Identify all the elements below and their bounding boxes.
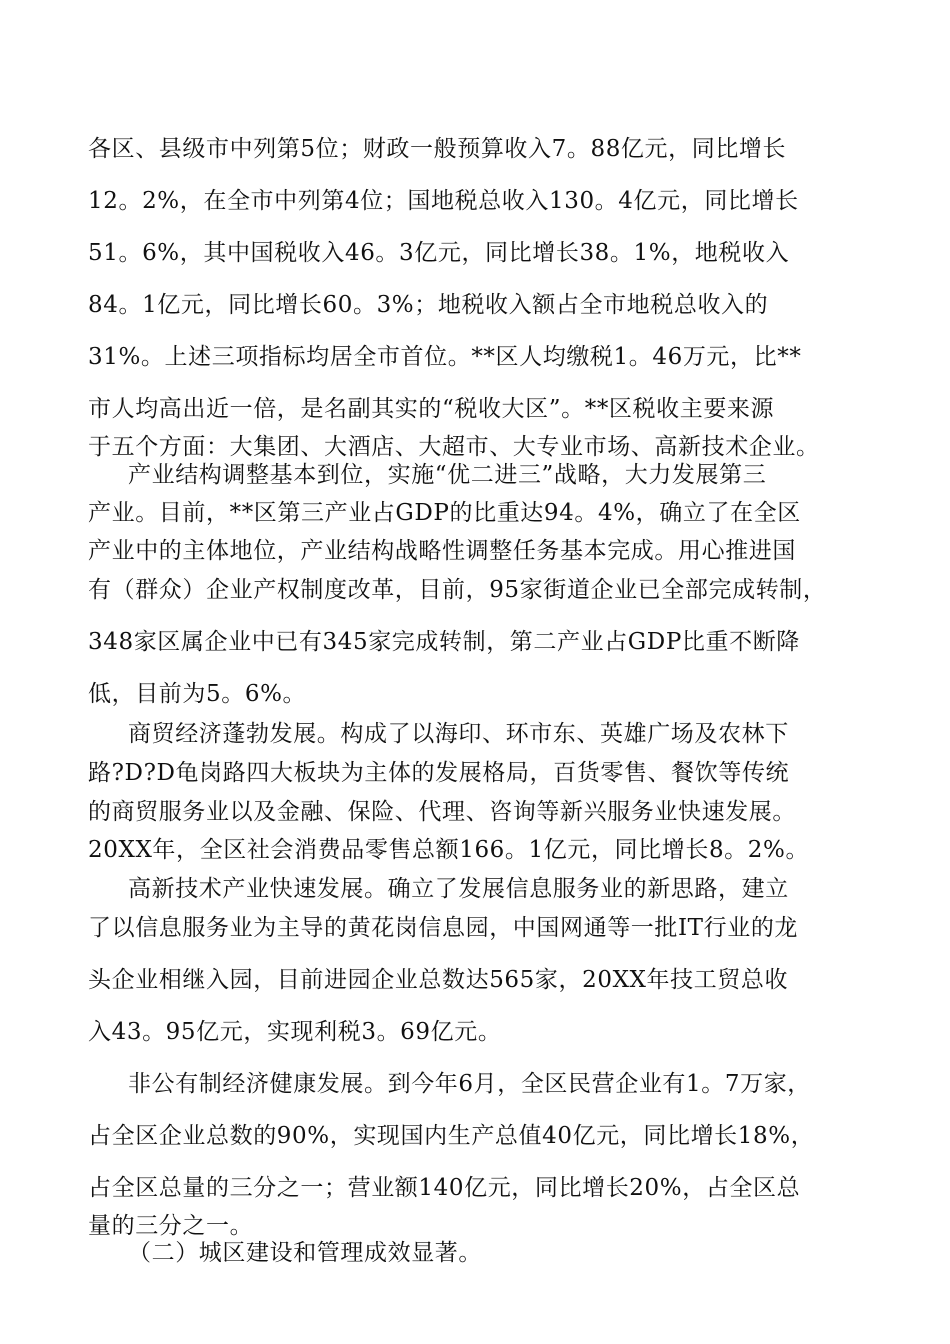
- paragraph-start-line: 高新技术产业快速发展。确立了发展信息服务业的新思路，建立: [128, 876, 789, 902]
- text-line: 低，目前为5。6%。: [88, 681, 307, 707]
- text-line: 51。6%，其中国税收入46。3亿元，同比增长38。1%，地税收入: [88, 240, 790, 266]
- text-line: 各区、县级市中列第5位；财政一般预算收入7。88亿元，同比增长: [88, 136, 787, 162]
- text-line: 20XX年，全区社会消费品零售总额166。1亿元，同比增长8。2%。: [88, 837, 810, 863]
- text-line: 有（群众）企业产权制度改革，目前，95家街道企业已全部完成转制，: [88, 577, 827, 603]
- section-heading: （二）城区建设和管理成效显著。: [128, 1240, 482, 1266]
- text-line: 入43。95亿元，实现利税3。69亿元。: [88, 1019, 502, 1045]
- paragraph-start-line: 商贸经济蓬勃发展。构成了以海印、环市东、英雄广场及农林下: [128, 721, 789, 747]
- paragraph-start-line: 非公有制经济健康发展。到今年6月，全区民营企业有1。7万家，: [128, 1071, 811, 1097]
- text-line: 12。2%，在全市中列第4位；国地税总收入130。4亿元，同比增长: [88, 188, 799, 214]
- text-line: 84。1亿元，同比增长60。3%；地税收入额占全市地税总收入的: [88, 292, 769, 318]
- text-line: 量的三分之一。: [88, 1213, 254, 1239]
- text-line: 的商贸服务业以及金融、保险、代理、咨询等新兴服务业快速发展。: [88, 799, 796, 825]
- text-line: 市人均高出近一倍，是名副其实的“税收大区”。**区税收主要来源: [88, 396, 775, 422]
- text-line: 于五个方面：大集团、大酒店、大超市、大专业市场、高新技术企业。: [88, 434, 820, 460]
- text-line: 产业。目前，**区第三产业占GDP的比重达94。4%，确立了在全区: [88, 500, 801, 526]
- text-line: 路?D?D龟岗路四大板块为主体的发展格局，百货零售、餐饮等传统: [88, 760, 790, 786]
- text-line: 占全区企业总数的90%，实现国内生产总值40亿元，同比增长18%，: [88, 1123, 815, 1149]
- text-line: 348家区属企业中已有345家完成转制，第二产业占GDP比重不断降: [88, 629, 800, 655]
- paragraph-start-line: 产业结构调整基本到位，实施“优二进三”战略，大力发展第三: [128, 462, 767, 488]
- text-line: 占全区总量的三分之一；营业额140亿元，同比增长20%，占全区总: [88, 1175, 801, 1201]
- text-line: 了以信息服务业为主导的黄花岗信息园，中国网通等一批IT行业的龙: [88, 915, 799, 941]
- text-line: 头企业相继入园，目前进园企业总数达565家，20XX年技工贸总收: [88, 967, 789, 993]
- text-line: 产业中的主体地位，产业结构战略性调整任务基本完成。用心推进国: [88, 538, 796, 564]
- text-line: 31%。上述三项指标均居全市首位。**区人均缴税1。46万元，比**: [88, 344, 802, 370]
